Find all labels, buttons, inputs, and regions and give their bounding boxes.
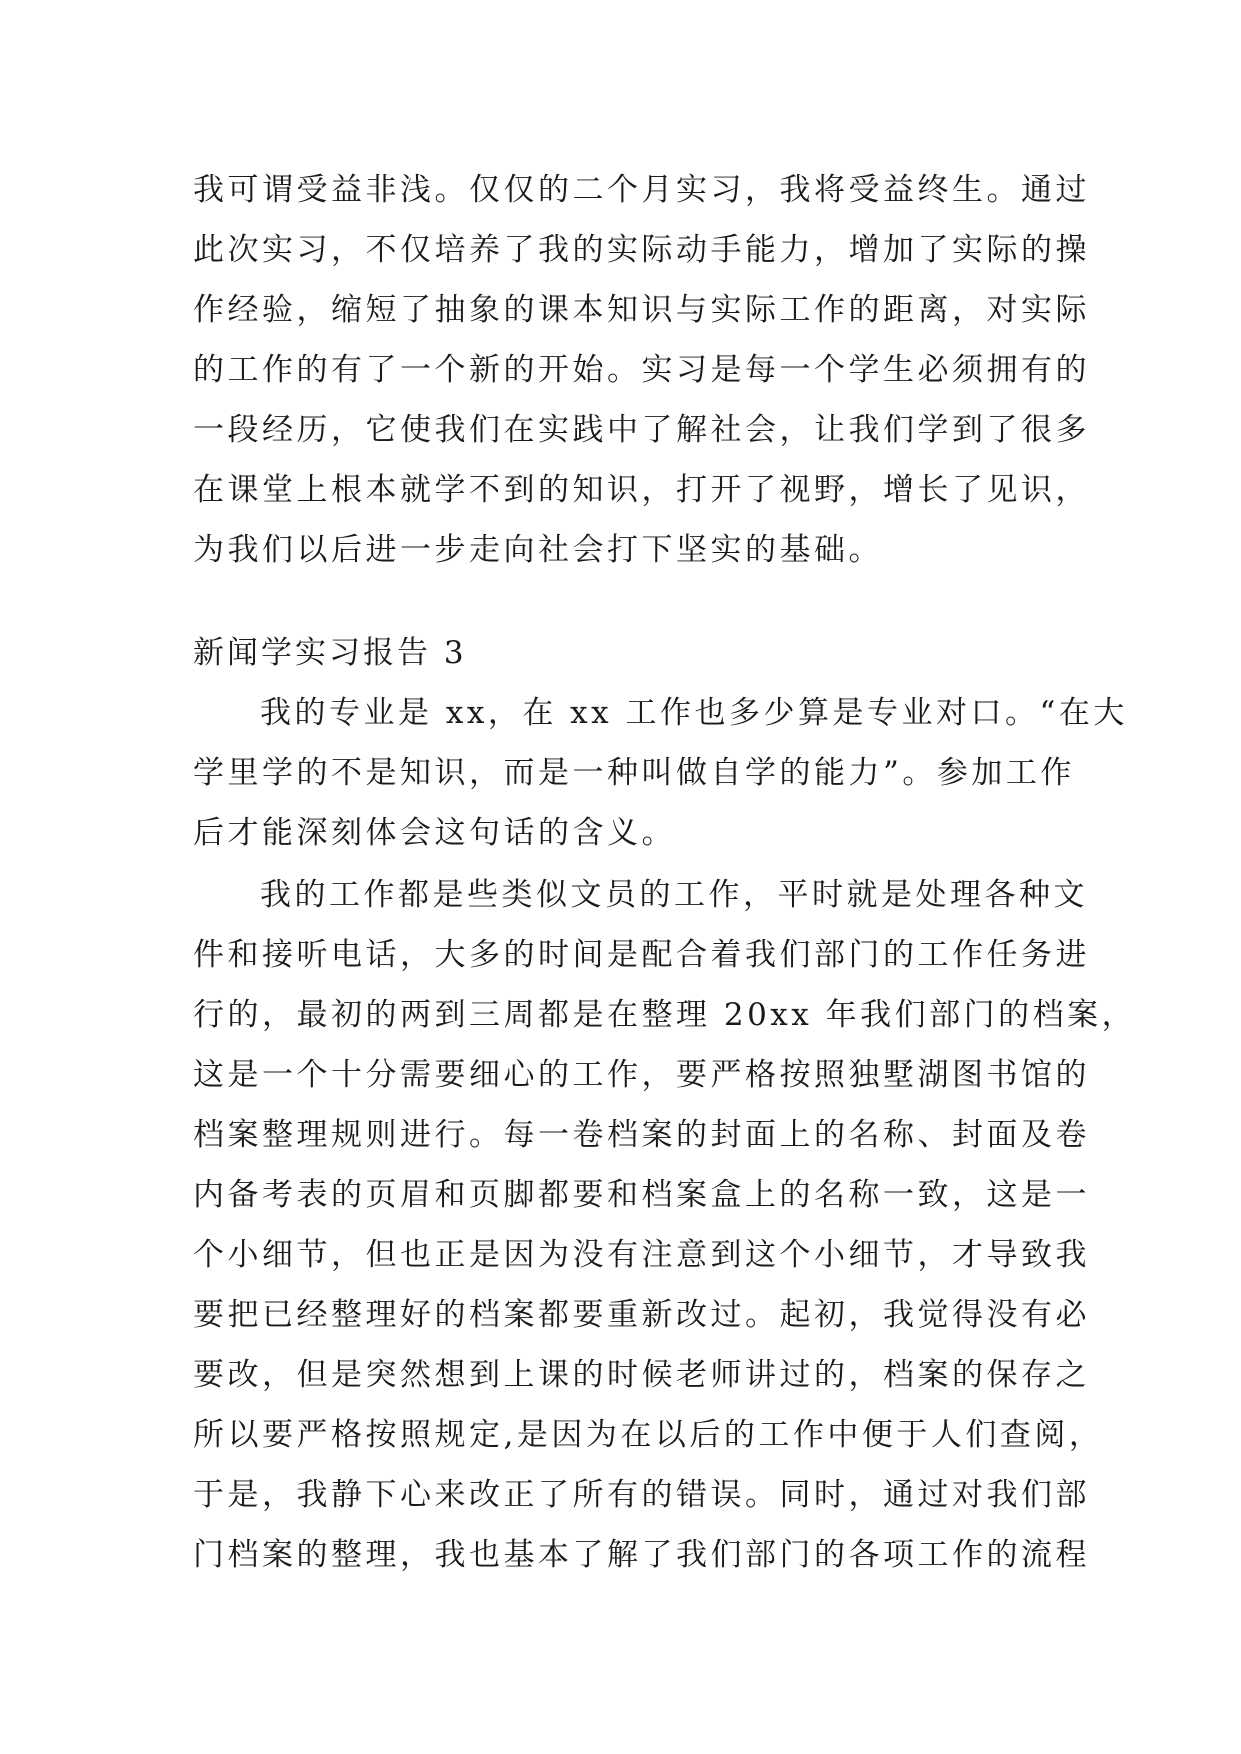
paragraph-3 xyxy=(193,865,1137,1585)
paragraph-line: 后才能深刻体会这句话的含义。 xyxy=(193,815,676,851)
paragraph-line: 我的专业是 xx，在 xx 工作也多少算是专业对口。“在大 xyxy=(260,695,1128,731)
paragraph-2 xyxy=(193,683,1128,863)
paragraph-line: 门档案的整理，我也基本了解了我们部门的各项工作的流程 xyxy=(193,1537,1090,1573)
paragraph-line: 我的工作都是些类似文员的工作，平时就是处理各种文 xyxy=(260,877,1088,913)
paragraph-line: 件和接听电话，大多的时间是配合着我们部门的工作任务进 xyxy=(193,937,1090,973)
paragraph-line: 行的，最初的两到三周都是在整理 20xx 年我们部门的档案， xyxy=(193,997,1137,1033)
paragraph-line: 内备考表的页眉和页脚都要和档案盒上的名称一致，这是一 xyxy=(193,1177,1090,1213)
paragraph-line: 我可谓受益非浅。仅仅的二个月实习，我将受益终生。通过 xyxy=(193,172,1090,208)
paragraph-line: 这是一个十分需要细心的工作，要严格按照独墅湖图书馆的 xyxy=(193,1057,1090,1093)
paragraph-line: 于是，我静下心来改正了所有的错误。同时，通过对我们部 xyxy=(193,1477,1090,1513)
paragraph-line: 在课堂上根本就学不到的知识，打开了视野，增长了见识， xyxy=(193,472,1090,508)
paragraph-line: 作经验，缩短了抽象的课本知识与实际工作的距离，对实际 xyxy=(193,292,1090,328)
paragraph-line: 要改，但是突然想到上课的时候老师讲过的，档案的保存之 xyxy=(193,1357,1090,1393)
paragraph-line: 档案整理规则进行。每一卷档案的封面上的名称、封面及卷 xyxy=(193,1117,1090,1153)
paragraph-1 xyxy=(193,160,1090,580)
paragraph-line: 要把已经整理好的档案都要重新改过。起初，我觉得没有必 xyxy=(193,1297,1090,1333)
paragraph-line: 学里学的不是知识，而是一种叫做自学的能力”。参加工作 xyxy=(193,755,1075,791)
paragraph-line: 的工作的有了一个新的开始。实习是每一个学生必须拥有的 xyxy=(193,352,1090,388)
paragraph-line: 个小细节，但也正是因为没有注意到这个小细节，才导致我 xyxy=(193,1237,1090,1273)
paragraph-line: 为我们以后进一步走向社会打下坚实的基础。 xyxy=(193,532,883,568)
paragraph-line: 一段经历，它使我们在实践中了解社会，让我们学到了很多 xyxy=(193,412,1090,448)
paragraph-line: 所以要严格按照规定,是因为在以后的工作中便于人们查阅， xyxy=(193,1417,1104,1453)
section-heading: 新闻学实习报告 3 xyxy=(193,635,467,671)
paragraph-line: 此次实习，不仅培养了我的实际动手能力，增加了实际的操 xyxy=(193,232,1090,268)
